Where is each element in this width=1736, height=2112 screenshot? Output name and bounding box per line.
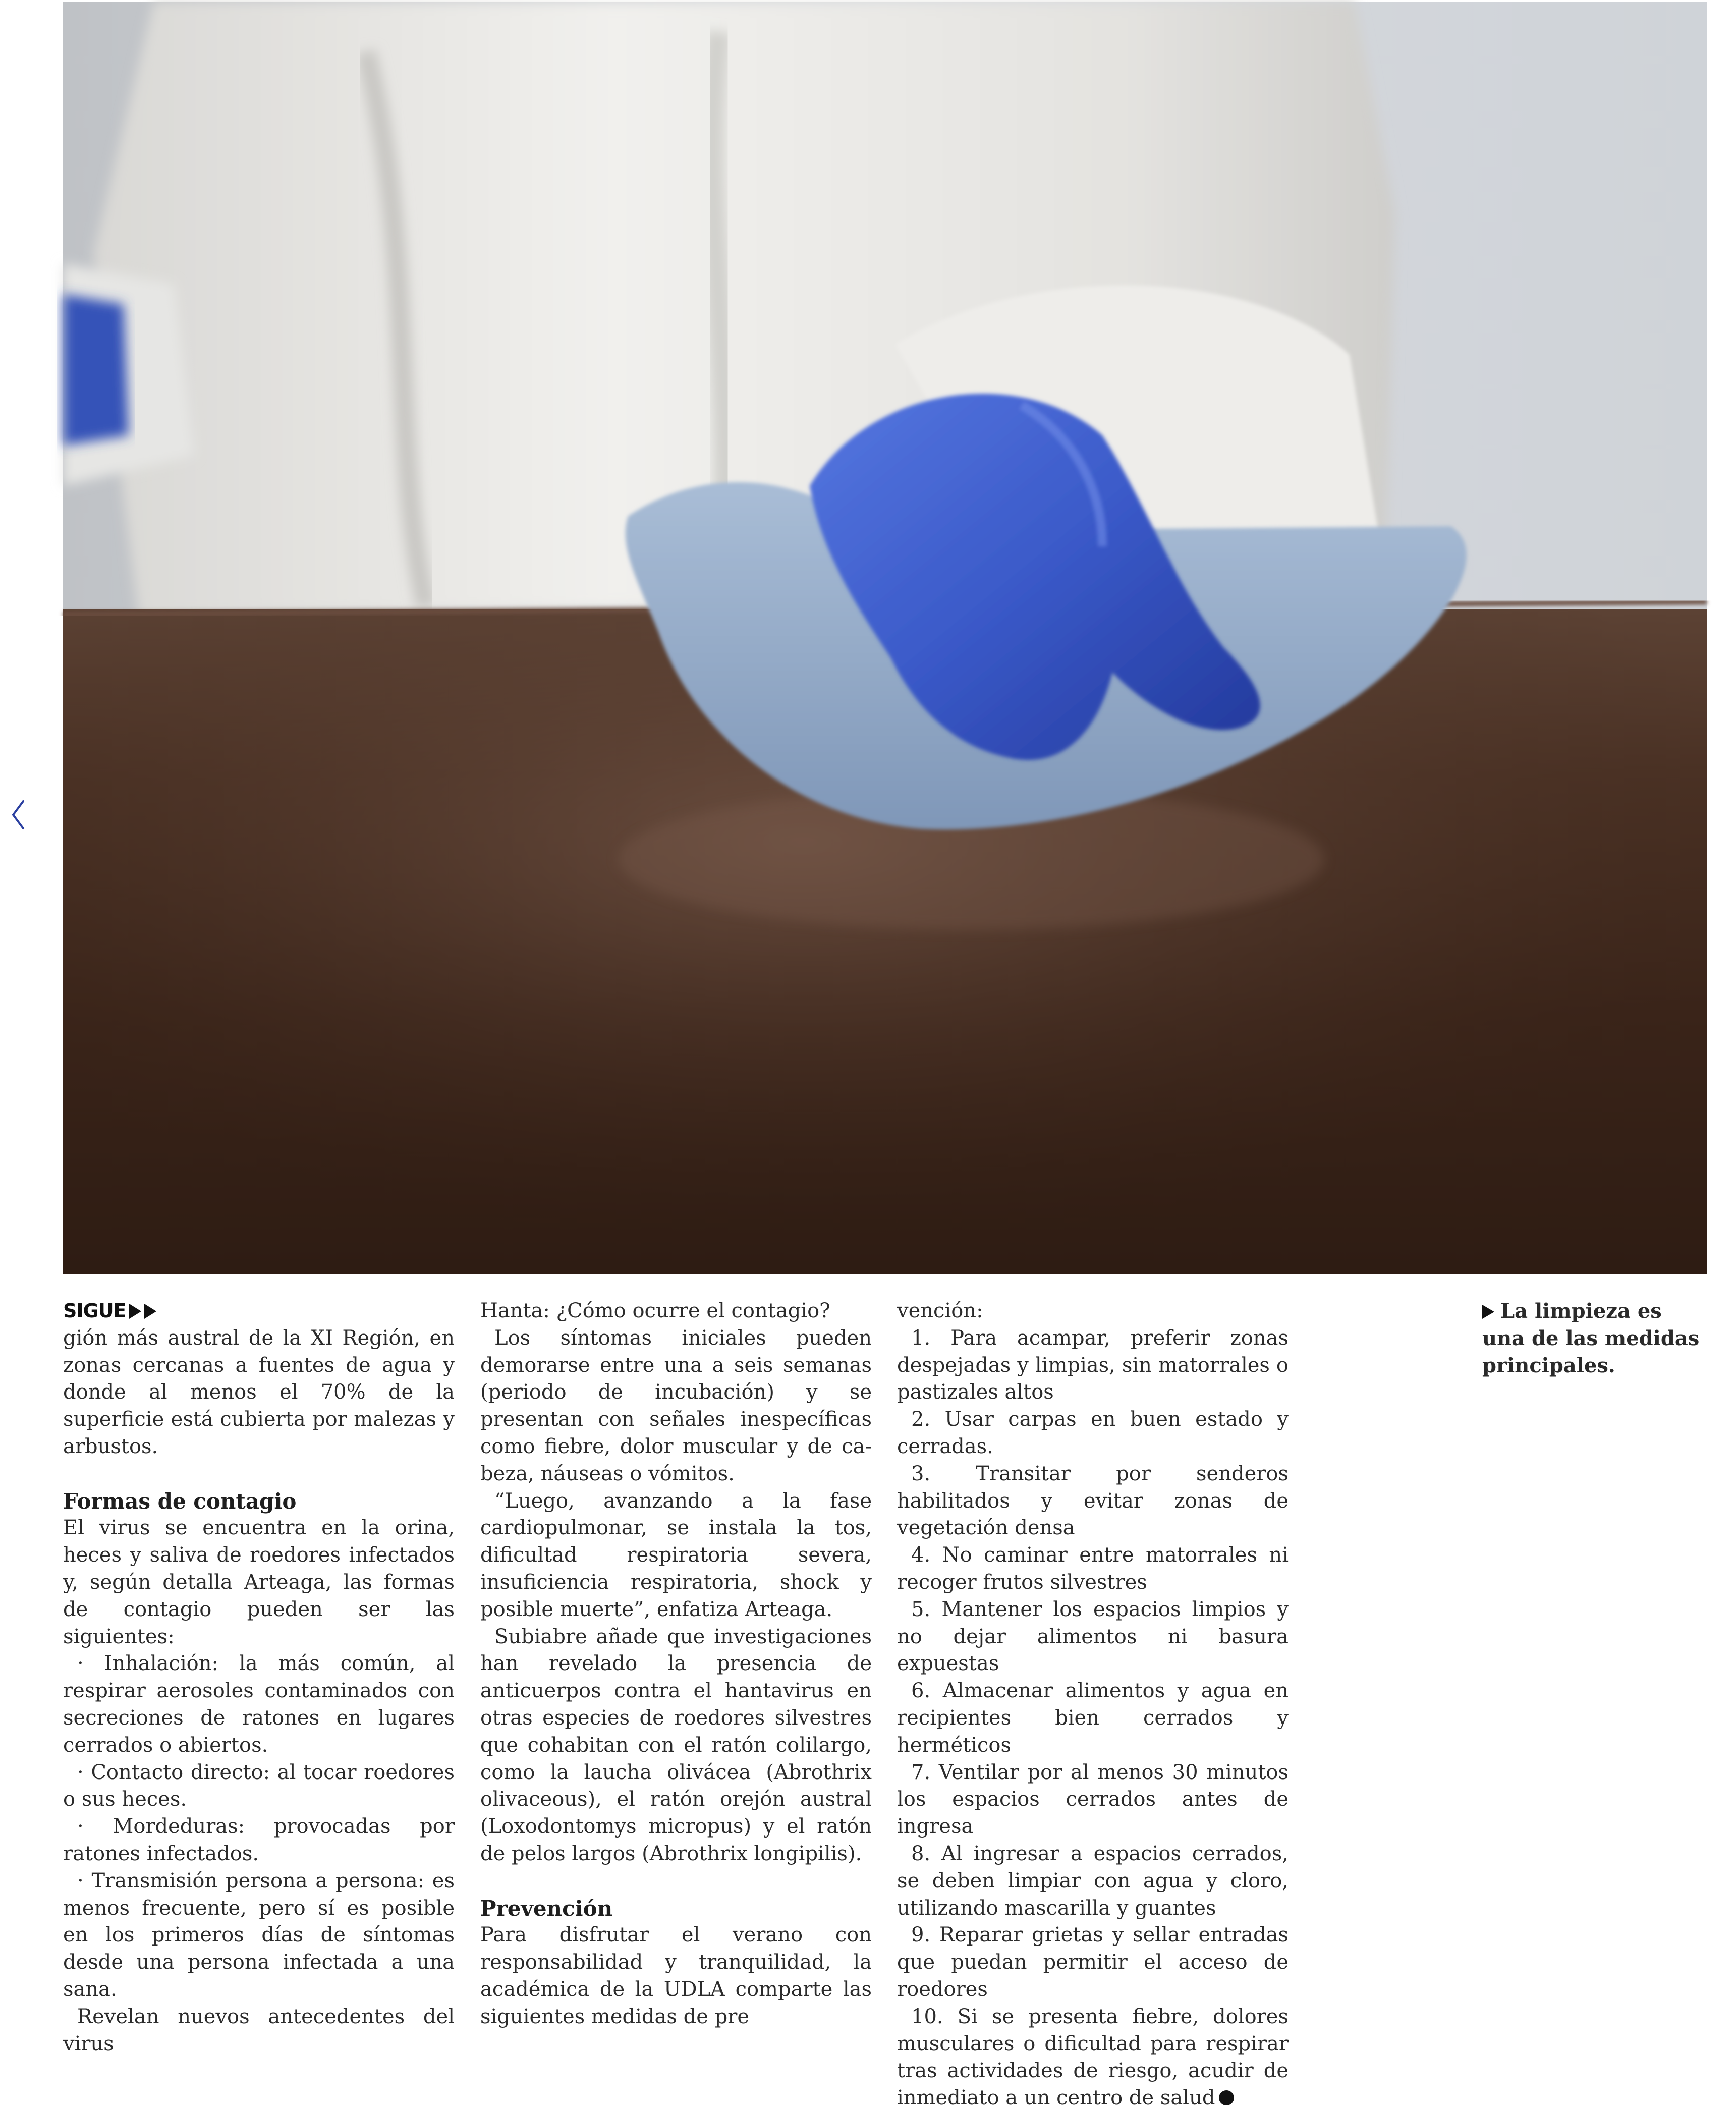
arrow-right-icon bbox=[129, 1304, 141, 1319]
end-mark-icon bbox=[1219, 2090, 1234, 2105]
photo-gloved-hand-cleaning-table bbox=[63, 2, 1707, 1274]
paragraph: El virus se encuentra en la orina, heces y saliva de roedores infectados y, según detalla Arteaga, las formas de contagio pueden ser las siguientes: bbox=[63, 1516, 455, 1648]
list-item: 8. Al ingresar a espacios cerrados, se deben limpiar con agua y cloro, utilizando mascarilla y guantes bbox=[897, 1842, 1289, 1920]
article-column-1 bbox=[63, 1298, 455, 2058]
list-item: 9. Reparar grietas y sellar entradas que puedan permitir el acceso de roedores bbox=[897, 1923, 1289, 2001]
article-photo bbox=[63, 2, 1707, 1274]
list-item: · Contacto directo: al tocar roedores o sus heces. bbox=[63, 1760, 455, 1811]
list-item: 3. Transitar por senderos habilitados y evitar zonas de vegetación densa bbox=[897, 1462, 1289, 1540]
list-item-last: 10. Si se presenta fiebre, dolores musculares o dificultad para respirar tras actividades de riesgo, acudir de inmediato a un centro de salud bbox=[897, 2005, 1289, 2110]
list-item: · Inhalación: la más común, al respirar aerosoles contaminados con secreciones de ratones en lugares cerrados o abiertos. bbox=[63, 1652, 455, 1757]
paragraph: Hanta: ¿Cómo ocurre el contagio? bbox=[480, 1299, 830, 1322]
section-heading: Prevención bbox=[480, 1896, 613, 1921]
list-item: 4. No caminar entre matorrales ni recoger frutos silvestres bbox=[897, 1543, 1289, 1594]
list-item: 6. Almacenar alimentos y agua en recipientes bien cerrados y herméticos bbox=[897, 1679, 1289, 1757]
caption-arrow-icon bbox=[1482, 1305, 1494, 1319]
section-heading: Formas de contagio bbox=[63, 1488, 297, 1514]
article-column-2 bbox=[480, 1298, 872, 2031]
paragraph: Para disfrutar el verano con responsabilidad y tranquilidad, la académica de la UDLA comparte las siguientes medidas de pre bbox=[480, 1923, 872, 2028]
list-item: 1. Para acampar, preferir zonas despejadas y limpias, sin matorrales o pastizales altos bbox=[897, 1326, 1289, 1404]
photo-caption: La limpieza es una de las medidas principales. bbox=[1482, 1299, 1700, 1377]
paragraph: “Luego, avanzando a la fase cardiopulmonar, se instala la tos, dificultad respiratoria severa, insuficiencia respiratoria, shock y posible muerte”, enfatiza Arteaga. bbox=[480, 1489, 872, 1621]
list-item: · Mordeduras: provocadas por ratones infectados. bbox=[63, 1815, 455, 1865]
list-item: 5. Mantener los espacios limpios y no dejar alimentos ni basura expuestas bbox=[897, 1597, 1289, 1676]
article-column-3 bbox=[897, 1298, 1289, 2112]
paragraph: Los síntomas iniciales pueden demorarse entre una a seis semanas (periodo de incubación) y se presentan con señales inespecíficas como fiebre, dolor muscular y de cabeza, náuseas o vómitos. bbox=[480, 1326, 872, 1485]
arrow-right-icon bbox=[144, 1304, 156, 1319]
list-item: · Transmisión persona a persona: es menos frecuente, pero sí es posible en los primeros días de síntomas desde una persona infectada a una sana. bbox=[63, 1869, 455, 2001]
chevron-left-icon[interactable] bbox=[3, 792, 33, 838]
paragraph: vención: bbox=[897, 1299, 983, 1322]
list-item: 7. Ventilar por al menos 30 minutos los espacios cerrados antes de ingresa bbox=[897, 1760, 1289, 1839]
paragraph: Subiabre añade que investigaciones han revelado la presencia de anticuerpos contra el hantavirus en otras especies de roedores silvestres que cohabitan con el ratón colilargo, como la laucha olivácea (Abrothrix olivaceous), el ratón orejón austral (Loxodontomys micropus) y el ratón de pelos largos (Abrothrix longipilis). bbox=[480, 1625, 872, 1865]
list-item: 2. Usar carpas en buen estado y cerradas. bbox=[897, 1408, 1289, 1458]
paragraph: gión más austral de la XI Región, en zonas cercanas a fuentes de agua y donde al menos el 70% de la superficie está cubierta por malezas y arbustos. bbox=[63, 1326, 455, 1458]
paragraph: Revelan nuevos antecedentes del virus bbox=[63, 2005, 455, 2055]
sigue-label: SIGUE bbox=[63, 1298, 455, 1325]
